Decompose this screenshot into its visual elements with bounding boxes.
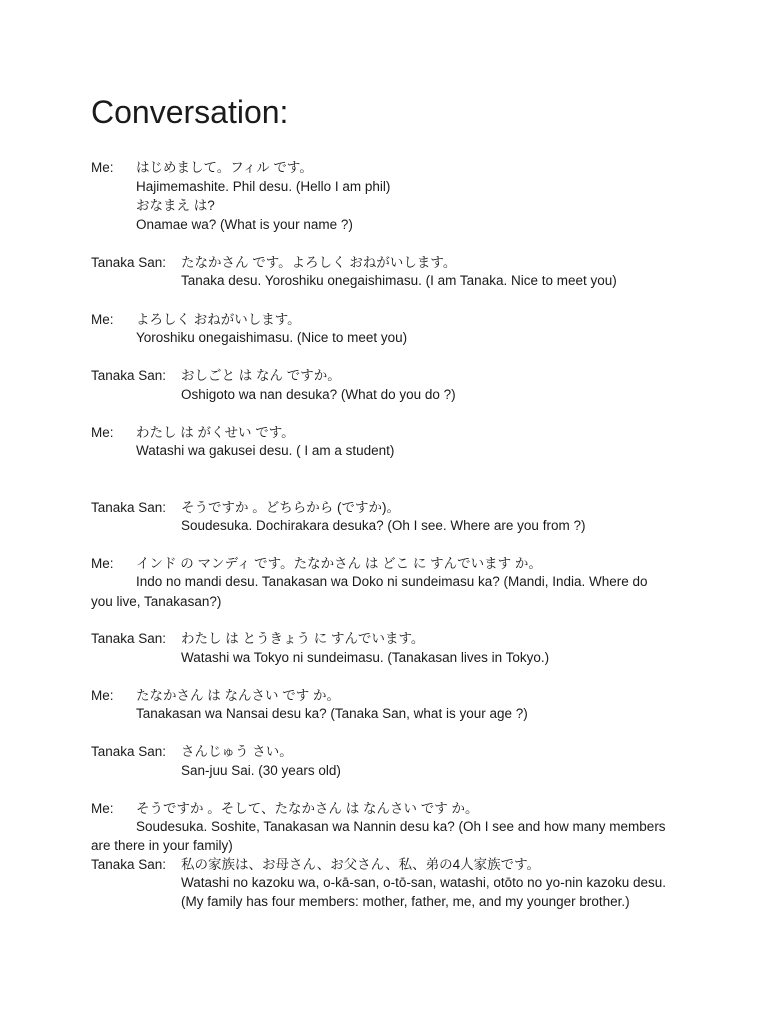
romaji-line: Tanakasan wa Nansai desu ka? (Tanaka San, what is your age ?) xyxy=(136,706,528,721)
speaker-label: Me: xyxy=(91,425,114,440)
speaker-label: Tanaka San: xyxy=(91,744,167,759)
speaker-label: Tanaka San: xyxy=(91,631,167,646)
japanese-line: よろしく おねがいします。 xyxy=(136,312,301,327)
romaji-line: San-juu Sai. (30 years old) xyxy=(181,763,341,778)
romaji-line: Soudesuka. Dochirakara desuka? (Oh I see. Where are you from ?) xyxy=(181,518,586,533)
romaji-line: Hajimemashite. Phil desu. (Hello I am phil) xyxy=(136,179,391,194)
speaker-label: Me: xyxy=(91,688,114,703)
japanese-line: おなまえ は? xyxy=(136,198,215,213)
japanese-line: わたし は とうきょう に すんでいます。 xyxy=(181,631,425,646)
speaker-label: Tanaka San: xyxy=(91,368,167,383)
romaji-line: Onamae wa? (What is your name ?) xyxy=(136,217,353,232)
japanese-line: そうですか 。そして、たなかさん は なんさい です か。 xyxy=(136,801,479,816)
japanese-line: さんじゅう さい。 xyxy=(181,744,293,759)
japanese-line: 私の家族は、お母さん、お父さん、私、弟の4人家族です。 xyxy=(181,857,541,872)
speaker-label: Tanaka San: xyxy=(91,255,167,270)
romaji-line: Watashi wa Tokyo ni sundeimasu. (Tanakasan lives in Tokyo.) xyxy=(181,650,550,665)
romaji-line: Soudesuka. Soshite, Tanakasan wa Nannin desu ka? (Oh I see and how many members xyxy=(136,819,666,834)
japanese-line: インド の マンディ です。たなかさん は どこ に すんでいます か。 xyxy=(136,556,542,571)
page-title: Conversation: xyxy=(91,94,289,130)
speaker-label: Me: xyxy=(91,556,114,571)
japanese-line: おしごと は なん ですか。 xyxy=(181,368,341,383)
japanese-line: そうですか 。どちらから (ですか)。 xyxy=(181,500,400,515)
japanese-line: たなかさん は なんさい です か。 xyxy=(136,688,341,703)
speaker-label: Tanaka San: xyxy=(91,857,167,872)
romaji-line: Oshigoto wa nan desuka? (What do you do ?) xyxy=(181,387,456,402)
romaji-line-continued: you live, Tanakasan?) xyxy=(91,594,222,609)
romaji-line: Watashi no kazoku wa, o-kā-san, o-tō-san, watashi, otōto no yo-nin kazoku desu. xyxy=(181,875,667,890)
translation-line: (My family has four members: mother, father, me, and my younger brother.) xyxy=(181,894,630,909)
romaji-line: Yoroshiku onegaishimasu. (Nice to meet you) xyxy=(136,330,408,345)
romaji-line-continued: are there in your family) xyxy=(91,838,233,853)
speaker-label: Me: xyxy=(91,801,114,816)
romaji-line: Tanaka desu. Yoroshiku onegaishimasu. (I am Tanaka. Nice to meet you) xyxy=(181,273,617,288)
speaker-label: Me: xyxy=(91,312,114,327)
speaker-label: Tanaka San: xyxy=(91,500,167,515)
romaji-line: Watashi wa gakusei desu. ( I am a student) xyxy=(136,443,395,458)
japanese-line: はじめまして。フィル です。 xyxy=(136,160,313,175)
speaker-label: Me: xyxy=(91,160,114,175)
japanese-line: たなかさん です。よろしく おねがいします。 xyxy=(181,255,457,270)
japanese-line: わたし は がくせい です。 xyxy=(136,425,295,440)
romaji-line: Indo no mandi desu. Tanakasan wa Doko ni sundeimasu ka? (Mandi, India. Where do xyxy=(136,574,648,589)
